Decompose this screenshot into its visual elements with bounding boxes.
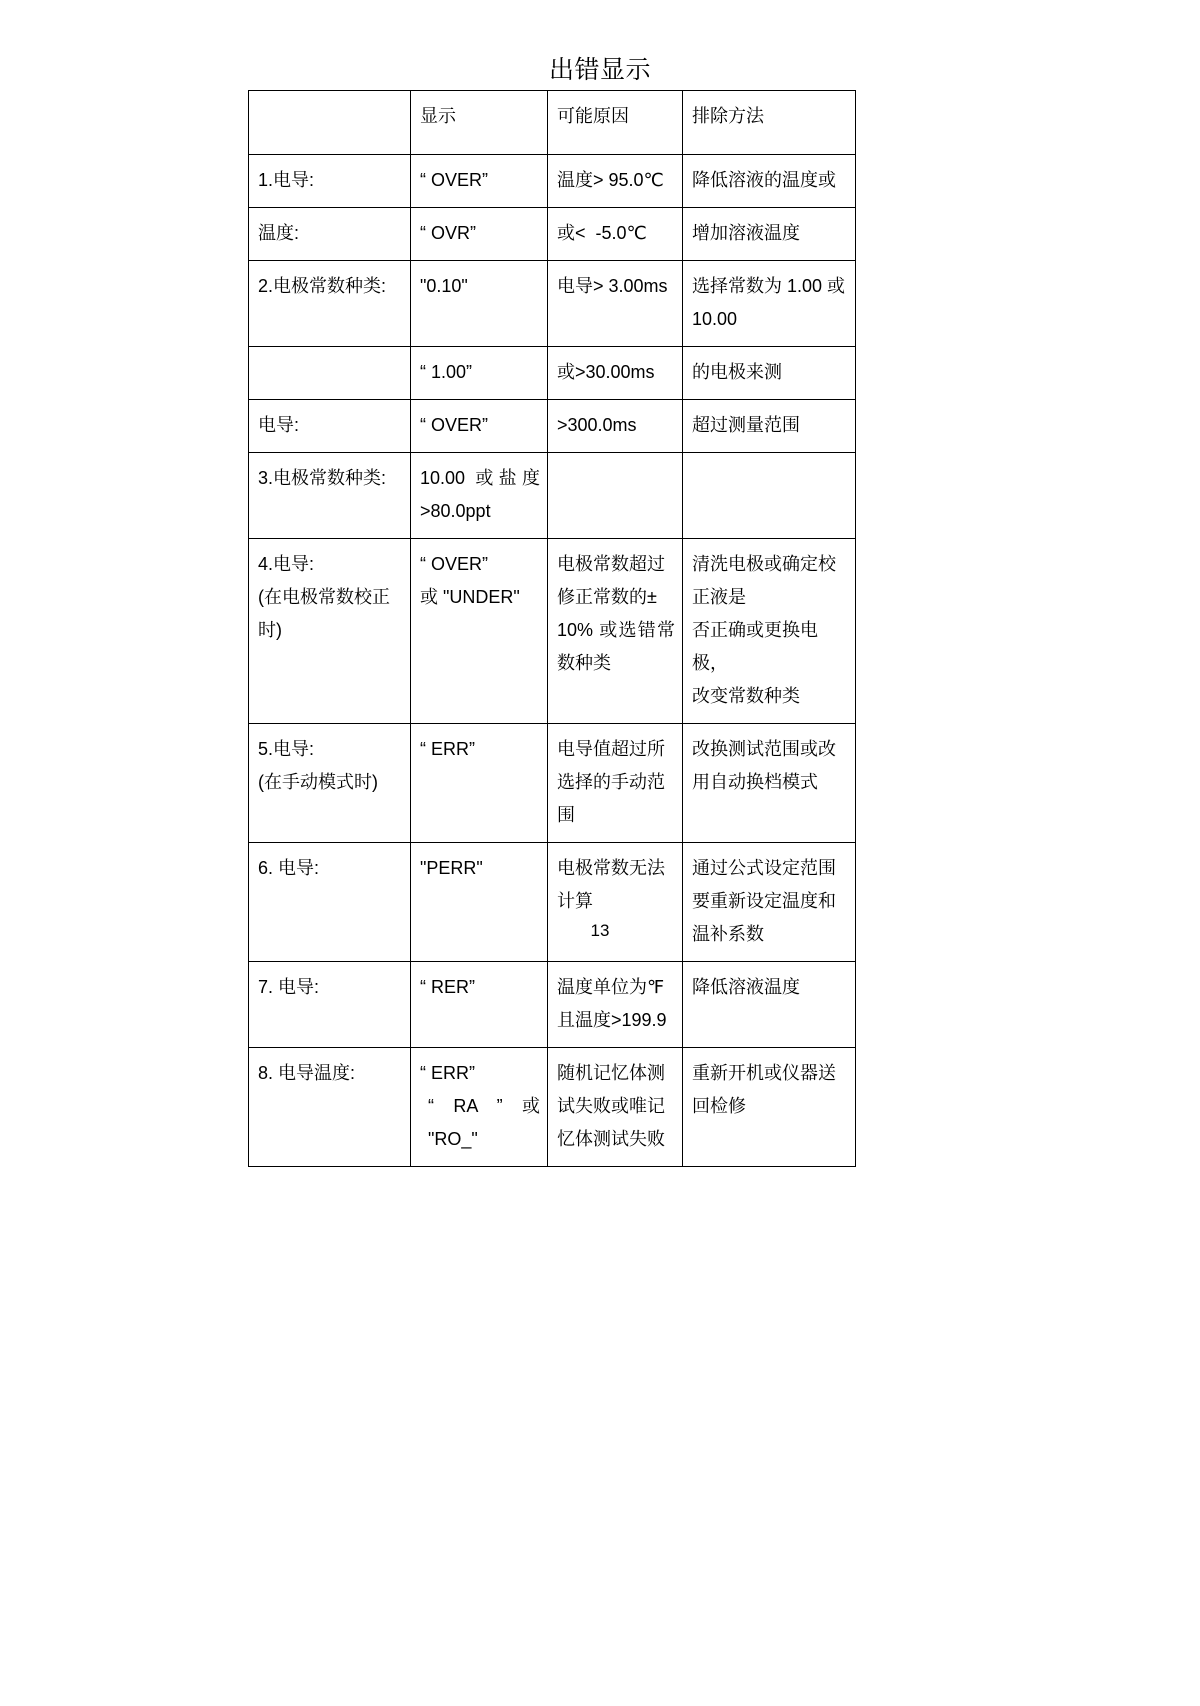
table-cell-display [411, 155, 548, 208]
cell-line: 通过公式设定范围 [692, 858, 836, 878]
table-row [249, 539, 856, 724]
cell-line: 3.电极常数种类: [258, 468, 387, 488]
cell-line: 温度单位为℉ [557, 977, 665, 997]
cell-line: “ 1.00” [420, 362, 473, 382]
table-cell-display [411, 453, 548, 539]
table-cell-cause [548, 1048, 683, 1167]
cell-line: 正液是 [692, 587, 746, 607]
cell-line: 7. 电导: [258, 977, 320, 997]
cell-line: 围 [557, 805, 575, 825]
table-header-cause: 可能原因 [548, 91, 683, 155]
page-number: 13 [590, 921, 610, 940]
table-header-row [249, 91, 856, 155]
table-cell-cause [548, 453, 683, 539]
table-cell-cause [548, 962, 683, 1048]
cell-line: 电极常数无法 [557, 858, 665, 878]
cell-line: 试失败或唯记 [557, 1096, 665, 1116]
table-header-fix: 排除方法 [683, 91, 856, 155]
table-header-display: 显示 [411, 91, 548, 155]
table-row [249, 1048, 856, 1167]
table-cell-cause [548, 843, 683, 962]
cell-line: 或< -5.0℃ [557, 223, 647, 243]
cell-line: (在手动模式时) [258, 772, 378, 792]
cell-line: "RO_" [428, 1129, 478, 1149]
cell-line: 时) [258, 620, 282, 640]
cell-line [258, 356, 403, 389]
table-cell-fix [683, 843, 856, 962]
table-cell-symptom [249, 1048, 411, 1167]
table-cell-fix [683, 453, 856, 539]
cell-line: 或 "UNDER" [420, 587, 520, 607]
table-cell-display [411, 400, 548, 453]
table-cell-display [411, 724, 548, 843]
table-row [249, 453, 856, 539]
cell-line: 改变常数种类 [692, 686, 800, 706]
table-row [249, 208, 856, 261]
table-cell-cause [548, 724, 683, 843]
table-cell-cause [548, 155, 683, 208]
table-cell-fix [683, 539, 856, 724]
table-cell-symptom [249, 208, 411, 261]
table-cell-display [411, 347, 548, 400]
table-cell-display [411, 1048, 548, 1167]
cell-line: 随机记忆体测 [557, 1063, 665, 1083]
cell-line: 降低溶液温度 [692, 977, 800, 997]
cell-line [557, 462, 675, 495]
cell-line: 4.电导: [258, 554, 315, 574]
cell-line: 降低溶液的温度或 [692, 170, 836, 190]
cell-line: 电导> 3.00ms [557, 276, 668, 296]
cell-line: 要重新设定温度和 [692, 891, 836, 911]
cell-line: 10% 或选错常 [557, 620, 675, 640]
cell-line: 温度> 95.0℃ [557, 170, 664, 190]
table-row [249, 155, 856, 208]
cell-line: 10.00 或盐度 [420, 468, 540, 488]
cell-line: 数种类 [557, 653, 611, 673]
cell-line: 改换测试范围或改 [692, 739, 836, 759]
cell-line: 电导值超过所 [557, 739, 665, 759]
cell-line: 5.电导: [258, 739, 315, 759]
table-body [249, 91, 856, 1167]
table-row [249, 843, 856, 962]
cell-line: 选择的手动范 [557, 772, 665, 792]
cell-line: 增加溶液温度 [692, 223, 800, 243]
table-cell-display [411, 843, 548, 962]
table-cell-symptom [249, 155, 411, 208]
table-row [249, 261, 856, 347]
cell-line: “ OVER” [420, 554, 489, 574]
table-cell-display [411, 962, 548, 1048]
table-cell-fix [683, 962, 856, 1048]
cell-line: 重新开机或仪器送 [692, 1063, 836, 1083]
table-cell-cause [548, 261, 683, 347]
cell-line: “ OVR” [420, 223, 476, 243]
cell-line: 8. 电导温度: [258, 1063, 356, 1083]
table-cell-fix [683, 1048, 856, 1167]
cell-line: “ ERR” [420, 739, 475, 759]
cell-line: “ OVER” [420, 170, 489, 190]
cell-line: 电导: [258, 415, 300, 435]
page-title: 出错显示 [548, 56, 651, 84]
table-cell-symptom [249, 724, 411, 843]
table-cell-symptom [249, 261, 411, 347]
table-cell-fix [683, 155, 856, 208]
cell-line: 2.电极常数种类: [258, 276, 387, 296]
table-cell-fix [683, 724, 856, 843]
table-cell-display [411, 539, 548, 724]
cell-line [692, 462, 848, 495]
cell-line: 选择常数为 1.00 或 [692, 276, 846, 296]
table-cell-display [411, 261, 548, 347]
cell-line: 或>30.00ms [557, 362, 655, 382]
table-cell-symptom [249, 453, 411, 539]
cell-line: 温补系数 [692, 924, 764, 944]
table-cell-fix [683, 347, 856, 400]
cell-line: 修正常数的± [557, 587, 657, 607]
table-row [249, 724, 856, 843]
table-cell-symptom [249, 962, 411, 1048]
cell-line: 且温度>199.9 [557, 1010, 667, 1030]
cell-line: 用自动换档模式 [692, 772, 818, 792]
table-cell-fix [683, 400, 856, 453]
table-cell-cause [548, 208, 683, 261]
cell-line: 1.电导: [258, 170, 315, 190]
table-cell-symptom [249, 539, 411, 724]
table-row [249, 347, 856, 400]
cell-line: >80.0ppt [420, 501, 491, 521]
table-cell-symptom [249, 347, 411, 400]
table-cell-fix [683, 261, 856, 347]
table-row [249, 400, 856, 453]
cell-line: "0.10" [420, 276, 468, 296]
cell-line: (在电极常数校正 [258, 587, 390, 607]
error-display-table [248, 90, 856, 1167]
cell-line: 忆体测试失败 [557, 1129, 665, 1149]
cell-line: 清洗电极或确定校 [692, 554, 836, 574]
cell-line: “ RER” [420, 977, 475, 997]
cell-line: 否正确或更换电极， [692, 620, 818, 673]
cell-line: 电极常数超过 [557, 554, 665, 574]
cell-line: 超过测量范围 [692, 415, 800, 435]
cell-line: “ OVER” [420, 415, 489, 435]
table-cell-cause [548, 400, 683, 453]
cell-line: “ ERR” [420, 1063, 475, 1083]
table-cell-display [411, 208, 548, 261]
cell-line: >300.0ms [557, 415, 637, 435]
cell-line: "PERR" [420, 858, 483, 878]
cell-line: 计算 [557, 891, 593, 911]
table-cell-symptom [249, 400, 411, 453]
cell-line: 的电极来测 [692, 362, 782, 382]
table-cell-cause [548, 347, 683, 400]
table-header-symptom [249, 91, 411, 155]
table-row [249, 962, 856, 1048]
cell-line: “ RA ” 或 [428, 1096, 540, 1116]
table-cell-cause [548, 539, 683, 724]
cell-line: 温度: [258, 223, 300, 243]
cell-line: 回检修 [692, 1096, 746, 1116]
table-cell-symptom [249, 843, 411, 962]
table-cell-fix [683, 208, 856, 261]
cell-line: 6. 电导: [258, 858, 320, 878]
cell-line: 10.00 [692, 309, 738, 329]
